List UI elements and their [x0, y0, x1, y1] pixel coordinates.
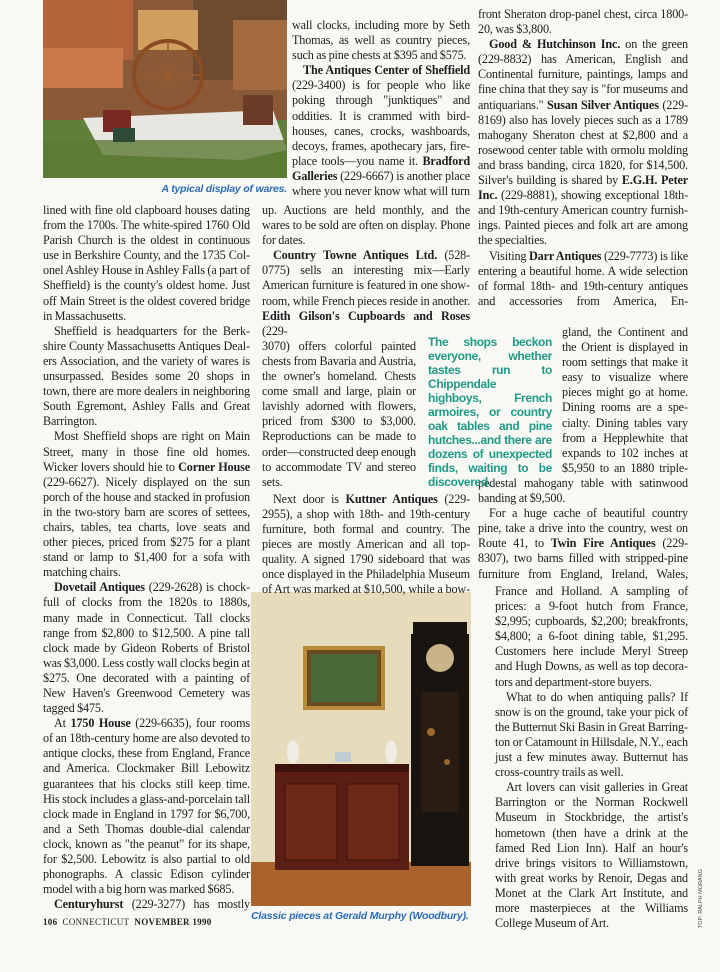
furniture-image — [251, 592, 471, 906]
article-column-3-bottom — [495, 584, 688, 931]
paragraph — [262, 248, 470, 339]
shop-name: Bradford Galleries — [292, 153, 470, 183]
pull-quote: The shops beckon everyone, whether tastes run to Chippendale highboys, French armoires, or country oak tables and pine hutches...and there are dozens of unexpected finds, waiting to be discovered. — [428, 335, 552, 489]
text-run: (229-6667) is another place where you never know what will turn — [292, 168, 470, 199]
photo-caption: Classic pieces at Gerald Murphy (Woodbury). — [251, 910, 469, 922]
text-run: (229-3277) has mostly — [123, 897, 250, 912]
text-run: (229-8307), two barns filled with stripped-pine furniture from England, Ireland, Wales, — [478, 536, 688, 581]
text-run: up. Auctions are held monthly, and the wares to be sold are often on display. Phone for dates. — [262, 203, 470, 248]
paragraph — [292, 18, 470, 63]
article-column-2-top — [292, 18, 470, 203]
text-run: Most Sheffield shops are right on Main Street, many in those fine old homes. Wicker lovers should hie to — [43, 429, 250, 474]
photo-display-of-wares — [43, 0, 287, 178]
text-run: (528-0775) sells an interesting mix—Early American furniture is featured in one showroom, while French pieces reside in another. — [262, 248, 470, 308]
column-2 — [262, 18, 470, 598]
shop-name: Good & Hutchinson Inc. — [489, 37, 621, 52]
text-run: Visiting — [489, 248, 529, 263]
shop-name: Kuttner Antiques — [345, 491, 438, 506]
text-run: France and Holland. A sampling of prices: a 9-foot hutch from France, $2,995; cupboards, $2,200; breakfronts, $4,800; a 6-foot dining table, $1,295. Customers here include Meryl Streep and Hugh Downs, as well as top decorators and department-store buyers. — [495, 584, 688, 689]
page-footer — [43, 917, 250, 927]
issue-date: NOVEMBER 1990 — [134, 917, 212, 928]
photo-caption: A typical display of wares. — [161, 183, 287, 195]
paragraph — [562, 325, 688, 476]
paragraph — [43, 203, 250, 324]
paragraph — [262, 492, 470, 598]
paragraph — [262, 339, 416, 490]
text-run: (229-7773) is like entering a beautiful home. A wide selection of formal 18th- and 19th-century antiques and accessories from America, En- — [478, 248, 689, 308]
shop-name: Corner House — [178, 459, 250, 474]
text-run: (229-6627). Nicely displayed on the sun porch of the house and stacked in profusion in the two-story barn are scores of settees, chairs, tables, tea charts, love seats and other pieces, priced from $275 for a plant stand or lamp to $1,400 for a sofa with matching chairs. — [43, 474, 250, 580]
shop-name: Darr Antiques — [528, 248, 602, 263]
shop-name: Centuryhurst — [54, 897, 124, 912]
text-run: Art lovers can visit galleries in Great Barrington or the Norman Rockwell Museum in Stockbridge, the artist's hometown (then have a drink at the famed Red Lion Inn). Half an hour's drive brings visitors to Williamstown, with great works by Renoir, Degas and Monet at the Clark Art Institute, and more masterpieces at the Williams College Museum of Art. — [495, 780, 688, 931]
shop-name: E.G.H. Peter Inc. — [478, 173, 688, 203]
text-run: front Sheraton drop-panel chest, circa 1800-20, was $3,800. — [478, 7, 688, 37]
magazine-name: CONNECTICUT — [62, 917, 130, 928]
text-run: (229- — [262, 323, 288, 338]
spinning-wheel-image — [43, 0, 287, 178]
paragraph — [495, 584, 688, 690]
text-run: (229-8169) also has lovely pieces such as a 1789 mahogany Sheraton chest at $2,800 and a rosewood center table with ormolu molding and brass banding, circa 1820, for $14,500. Silver's building is shared by — [478, 97, 688, 188]
text-run: Sheffield is headquarters for the Berkshire County Massachusetts Antiques Dealers Association, and the variety of wares is unsurpassed. Besides some 20 shops in town, there are more dealers in neighboring South Egremont, Ashley Falls and Great Barrington. — [43, 323, 250, 429]
paragraph — [292, 63, 470, 199]
article-column-3-top — [478, 7, 688, 325]
text-run: For a huge cache of beautiful country pine, take a drive into the country, west on Route 41, to — [478, 506, 688, 551]
text-run: 3070) offers colorful painted chests from Bavaria and Austria, the owner's homeland. Chests come small and large, plain or lavishly adorned with flowers, priced from $300 to $3,000. Reproductions can be made to order—constructed deep enough to accommodate TV and stereo sets. — [262, 338, 416, 489]
text-run: (229-8881), showing exceptional 18th- and 19th-century American country furnishings. Painted pieces and folk art are among the specialties. — [478, 188, 688, 248]
text-run: (229-2628) is chock-full of clocks from the 1820s to 1880s, many made in Connecticut. Tall clocks range from $2,800 to $12,500. A pine tall clock made by Gideon Roberts of Bristol was $3,000. Less costly wall clocks begin at $275. One decorated with a painting of New Haven's Greenwood Cemetery was tagged $475. — [43, 580, 250, 716]
article-column-2 — [262, 203, 470, 339]
text-run: lined with fine old clapboard houses dating from the 1700s. The white-spired 1760 Old Parish Church is the oldest in continuous use in Berkshire County, and the 1735 Colonel Ashley House in Ashley Falls (a part of Sheffield) is the county's oldest home. Just off Main Street is the oldest covered bridge in Massachusetts. — [43, 203, 250, 323]
photo-classic-pieces — [251, 592, 471, 906]
shop-name: Country Towne Antiques Ltd. — [273, 248, 438, 263]
text-run: What to do when antiquing palls? If snow is on the ground, take your pick of the Butternut Ski Basin in Great Barrington or Catamount in Hillsdale, N.Y., each just a few minutes away. Butternut has cross-country trails as well. — [495, 689, 688, 780]
text-run: (229-6635), four rooms of an 18th-century home are also devoted to antique clocks, these from England, France and America. Clockmaker Bill Lebowitz guarantees that his clocks still keep time. His stock includes a glass-and-porcelain tall clock made in England in 1797 for $6,700, and a Seth Thomas double-dial calendar clock, known as "the peanut" for its shape, for $2,500. Lebowitz is also partial to old phonographs. A classic Edison cylinder model with a big horn was marked $685. — [43, 716, 251, 897]
paragraph — [43, 716, 250, 897]
text-run: At — [54, 716, 71, 731]
paragraph — [262, 203, 470, 248]
paragraph — [43, 429, 250, 580]
photo-credit: TOP: RALPH MORANG — [698, 869, 704, 928]
page-number: 106 — [43, 917, 58, 928]
shop-name: The Antiques Center of Sheffield — [303, 63, 470, 78]
paragraph — [495, 690, 688, 781]
column-1 — [43, 203, 250, 927]
article-column-3 — [478, 476, 688, 584]
article-column-2-narrow — [262, 339, 416, 492]
paragraph — [478, 249, 688, 309]
paragraph — [478, 7, 688, 37]
text-run: gland, the Continent and the Orient is displayed in room settings that make it easy to visualize where pieces might go at home. Dining rooms are a specialty. Dining tables vary from a Hepplewhite that expands to 102 inches at $5,950 to an 1880 triple- — [562, 325, 688, 475]
paragraph — [495, 780, 688, 931]
shop-name: 1750 House — [70, 716, 131, 731]
paragraph — [43, 324, 250, 430]
paragraph — [43, 580, 250, 716]
paragraph — [43, 897, 250, 912]
shop-name: Susan Silver Antiques — [547, 97, 659, 112]
shop-name: Twin Fire Antiques — [550, 536, 656, 551]
text-run: on the green (229-8832) has American, English and Continental furniture, paintings, lamps and fine china that they say is "for museums and antiquarians." — [478, 37, 688, 112]
shop-name: Edith Gilson's Cupboards and Roses — [262, 308, 470, 323]
text-run: (229-3400) is for people who like poking through "junktiques" and oddities. It is crammed with birdhouses, canes, crocks, washboards, decoys, frames, apothecary jars, fireplace tools—you name it. — [292, 78, 470, 168]
shop-name: Dovetail Antiques — [54, 580, 145, 595]
paragraph — [478, 37, 688, 248]
paragraph — [478, 506, 688, 581]
text-run: Next door is — [273, 491, 346, 506]
article-column-2-bottom — [262, 492, 470, 598]
text-run: (229-2955), a shop with 18th- and 19th-century furniture, both formal and country. The pieces are mostly American and all top-quality. A signed 1790 sideboard that was once displayed in the Philadelphia Museum of Art was marked at $10,500, while a bow- — [262, 491, 470, 597]
article-column-3-narrow — [562, 325, 688, 476]
text-run: wall clocks, including more by Seth Thomas, as well as country pieces, such as pine chests at $395 and $575. — [292, 18, 470, 63]
article-column-1 — [43, 203, 250, 912]
text-run: pedestal mahogany table with satinwood banding at $9,500. — [478, 476, 688, 506]
